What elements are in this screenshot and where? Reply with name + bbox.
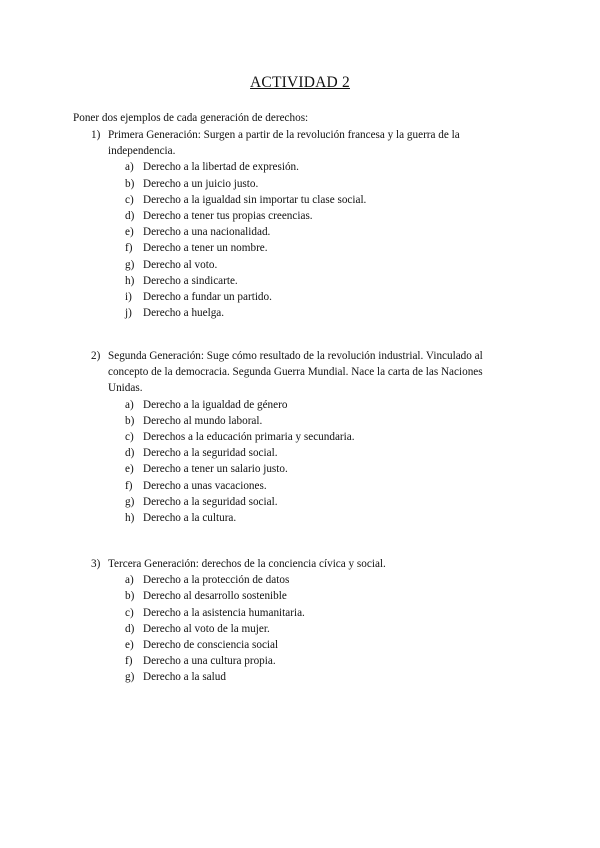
section-tercera-generacion [0, 556, 600, 686]
section-number: 1) [91, 129, 101, 141]
list-item [0, 461, 600, 477]
item-letter: c) [125, 193, 134, 206]
item-text: Derecho a una cultura propia. [143, 655, 276, 668]
list-item [0, 494, 600, 510]
section-heading-text: Primera Generación: Surgen a partir de la revolución francesa y la guerra de la independencia. [108, 129, 460, 158]
item-text: Derecho a la igualdad sin importar tu clase social. [143, 193, 367, 206]
list-item [0, 478, 600, 494]
item-text: Derecho al voto de la mujer. [143, 622, 270, 635]
list-item [0, 429, 600, 445]
item-letter: b) [125, 177, 135, 190]
item-letter: d) [125, 447, 135, 460]
list-item [0, 289, 600, 305]
list-item [0, 572, 600, 588]
item-letter: a) [125, 398, 134, 411]
item-text: Derecho a sindicarte. [143, 274, 238, 287]
item-letter: d) [125, 622, 135, 635]
page-title: ACTIVIDAD 2 [250, 74, 350, 91]
item-letter: d) [125, 210, 135, 223]
list-item [0, 159, 600, 175]
list-item [0, 273, 600, 289]
item-letter: e) [125, 639, 134, 652]
item-text: Derecho a la seguridad social. [143, 495, 278, 508]
section-number: 2) [91, 350, 101, 362]
section-number: 3) [91, 558, 101, 570]
rights-list [0, 397, 600, 527]
intro-text: Poner dos ejemplos de cada generación de derechos: [73, 112, 309, 124]
section-primera-generacion [0, 127, 600, 321]
list-item [0, 445, 600, 461]
item-text: Derecho a tener tus propias creencias. [143, 210, 313, 223]
item-letter: h) [125, 512, 135, 525]
item-letter: g) [125, 495, 135, 508]
item-letter: e) [125, 463, 134, 476]
item-letter: g) [125, 258, 135, 271]
list-item [0, 637, 600, 653]
item-letter: i) [125, 291, 132, 304]
item-text: Derecho a huelga. [143, 307, 225, 320]
item-text: Derecho a tener un nombre. [143, 242, 268, 255]
item-letter: c) [125, 431, 134, 444]
item-text: Derecho de consciencia social [143, 639, 279, 652]
item-text: Derecho a tener un salario justo. [143, 463, 288, 476]
item-letter: a) [125, 574, 134, 587]
rights-list [0, 572, 600, 685]
item-text: Derecho a la asistencia humanitaria. [143, 606, 305, 619]
item-letter: g) [125, 671, 135, 684]
item-text: Derecho a la libertad de expresión. [143, 161, 299, 174]
list-item [0, 257, 600, 273]
list-item [0, 510, 600, 526]
item-letter: f) [125, 479, 133, 492]
item-letter: b) [125, 414, 135, 427]
section-heading [0, 556, 518, 572]
section-heading [0, 127, 518, 159]
list-item [0, 653, 600, 669]
item-text: Derecho a la seguridad social. [143, 447, 278, 460]
list-item [0, 240, 600, 256]
item-letter: c) [125, 606, 134, 619]
rights-list [0, 159, 600, 321]
item-text: Derecho a la protección de datos [143, 574, 290, 587]
list-item [0, 176, 600, 192]
item-letter: b) [125, 590, 135, 603]
list-item [0, 224, 600, 240]
section-segunda-generacion [0, 348, 600, 526]
item-text: Derecho a un juicio justo. [143, 177, 259, 190]
section-heading-text: Segunda Generación: Suge cómo resultado de la revolución industrial. Vinculado al concepto de la democracia. Segunda Guerra Mundial. Nace la carta de las Naciones Unidas. [108, 350, 483, 395]
list-item [0, 208, 600, 224]
item-text: Derecho al desarrollo sostenible [143, 590, 287, 603]
item-letter: j) [125, 307, 132, 320]
item-letter: h) [125, 274, 135, 287]
item-text: Derecho a fundar un partido. [143, 291, 272, 304]
item-text: Derecho al mundo laboral. [143, 414, 263, 427]
section-heading-text: Tercera Generación: derechos de la conciencia cívica y social. [108, 558, 386, 570]
list-item [0, 305, 600, 321]
list-item [0, 192, 600, 208]
list-item [0, 605, 600, 621]
list-item [0, 588, 600, 604]
item-text: Derecho a la salud [143, 671, 226, 684]
item-letter: a) [125, 161, 134, 174]
list-item [0, 669, 600, 685]
item-letter: f) [125, 655, 133, 668]
section-heading [0, 348, 518, 397]
item-text: Derecho a unas vacaciones. [143, 479, 267, 492]
item-letter: e) [125, 226, 134, 239]
item-text: Derecho al voto. [143, 258, 218, 271]
item-letter: f) [125, 242, 133, 255]
list-item [0, 413, 600, 429]
list-item [0, 397, 600, 413]
item-text: Derecho a la cultura. [143, 512, 237, 525]
item-text: Derecho a la igualdad de género [143, 398, 288, 411]
list-item [0, 621, 600, 637]
item-text: Derechos a la educación primaria y secundaria. [143, 431, 355, 444]
item-text: Derecho a una nacionalidad. [143, 226, 271, 239]
